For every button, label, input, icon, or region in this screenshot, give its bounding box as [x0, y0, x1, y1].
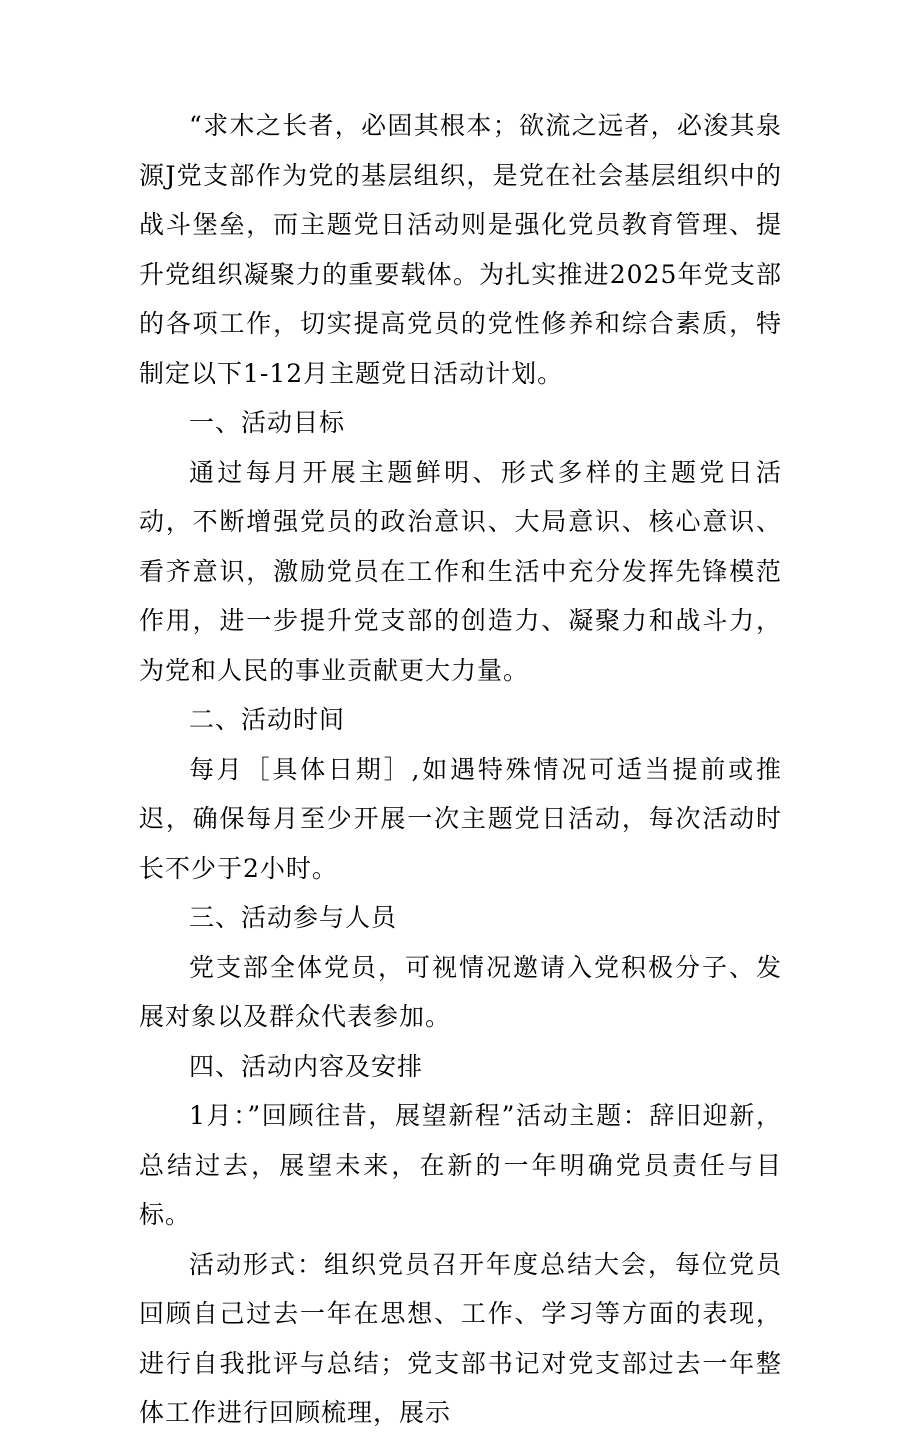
intro-paragraph: “求木之长者，必固其根本；欲流之远者，必浚其泉源J党支部作为党的基层组织，是党在社会基层组织中的战斗堡垒，而主题党日活动则是强化党员教育管理、提升党组织凝聚力的重要载体。为扎实推进2025年党支部的各项工作，切实提高党员的党性修养和综合素质，特制定以下1-12月主题党日活动计划。 — [139, 111, 782, 388]
section-heading-content: 四、活动内容及安排 — [189, 1051, 424, 1081]
section-body-goals: 通过每月开展主题鲜明、形式多样的主题党日活动，不断增强党员的政治意识、大局意识、核心意识、看齐意识，激励党员在工作和生活中充分发挥先锋模范作用，进一步提升党支部的创造力、凝聚力和战斗力，为党和人民的事业贡献更大力量。 — [139, 457, 782, 685]
section-heading-goals: 一、活动目标 — [189, 408, 346, 437]
section-body-time: 每月［具体日期］,如遇特殊情况可适当提前或推迟，确保每月至少开展一次主题党日活动，每次活动时长不少于2小时。 — [139, 754, 782, 883]
section-body-participants: 党支部全体党员，可视情况邀请入党积极分子、发展对象以及群众代表参加。 — [139, 952, 782, 1031]
section-heading-time: 二、活动时间 — [189, 705, 346, 734]
section-body-january-form: 活动形式：组织党员召开年度总结大会，每位党员回顾自己过去一年在思想、工作、学习等方面的表现，进行自我批评与总结；党支部书记对党支部过去一年整体工作进行回顾梳理，展示 — [139, 1249, 782, 1427]
section-heading-participants: 三、活动参与人员 — [189, 903, 398, 932]
section-body-january: 1月：”回顾往昔，展望新程”活动主题：辞旧迎新，总结过去，展望未来，在新的一年明确党员责任与目标。 — [139, 1101, 782, 1229]
